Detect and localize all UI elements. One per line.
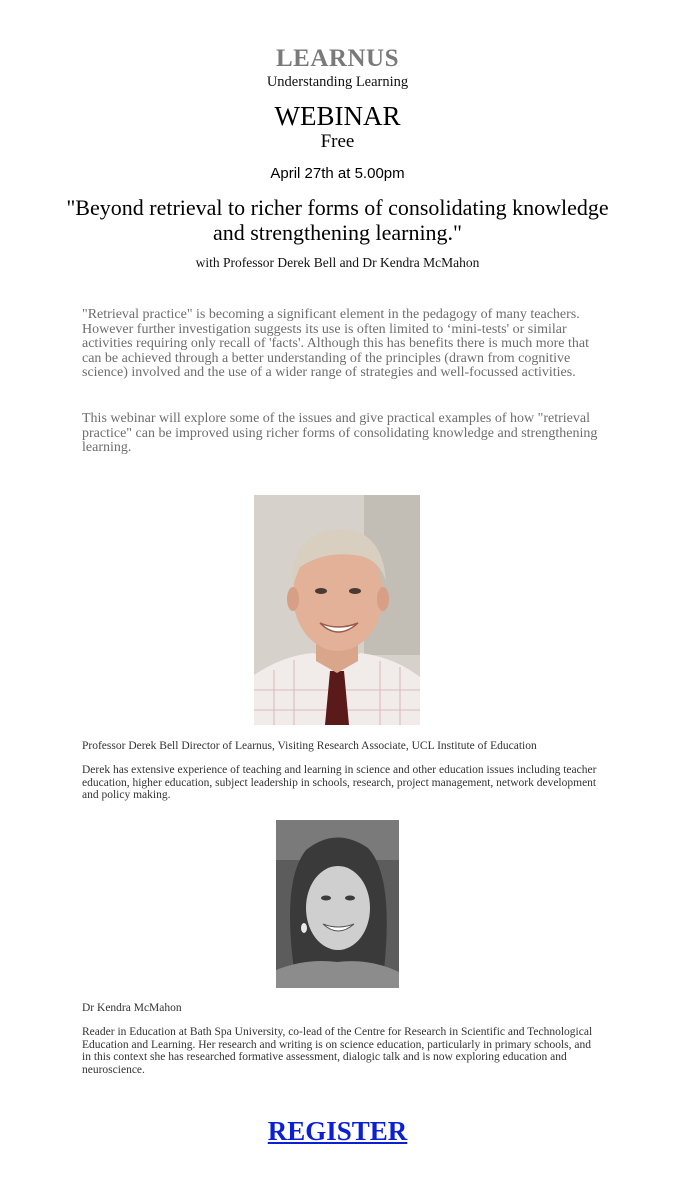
description-paragraph-1: "Retrieval practice" is becoming a significant element in the pedagogy of many teachers. However further investigation suggests its use is often limited to ‘mini-tests' or similar activities requiring only recall of 'facts'. Although this has benefits there is much more that can be achieved through a better understanding of the principles (drawn from cognitive science) involved and the use of a wider range of strategies and well-focussed activities.	[82, 307, 589, 380]
brand-tagline: Understanding Learning	[266, 74, 409, 90]
register-section	[0, 1115, 675, 1147]
event-date: April 27th at 5.00pm	[270, 165, 405, 182]
talk-title: "Beyond retrieval to richer forms of consolidating knowledge and strengthening learning."	[66, 195, 609, 245]
register-link[interactable]: REGISTER	[267, 1116, 408, 1146]
kendra-mcmahon-photo	[276, 820, 399, 988]
price-label: Free	[320, 131, 355, 152]
derek-bell-photo	[254, 495, 420, 725]
kendra-mcmahon-name: Dr Kendra McMahon	[82, 1002, 182, 1014]
speakers-line: with Professor Derek Bell and Dr Kendra McMahon	[195, 255, 480, 270]
kendra-mcmahon-bio: Reader in Education at Bath Spa University, co-lead of the Centre for Research in Scientific and Technological Education and Learning. Her research and writing is on science education, particularly in primary schools, and in this context she has researched formative assessment, dialogic talk and is now exploring education and neuroscience.	[82, 1026, 593, 1076]
description-paragraph-2: This webinar will explore some of the issues and give practical examples of how "retrieval practice" can be improved using richer forms of consolidating knowledge and strengthening learning.	[82, 411, 598, 455]
event-type-heading: WEBINAR	[274, 101, 401, 131]
derek-bell-role: Professor Derek Bell Director of Learnus, Visiting Research Associate, UCL Institute of Education	[82, 740, 537, 752]
derek-bell-bio: Derek has extensive experience of teaching and learning in science and other education issues including teacher education, higher education, subject leadership in schools, research, project management, network development and policy making.	[82, 764, 597, 801]
brand-logo: LEARNUS	[276, 45, 399, 72]
